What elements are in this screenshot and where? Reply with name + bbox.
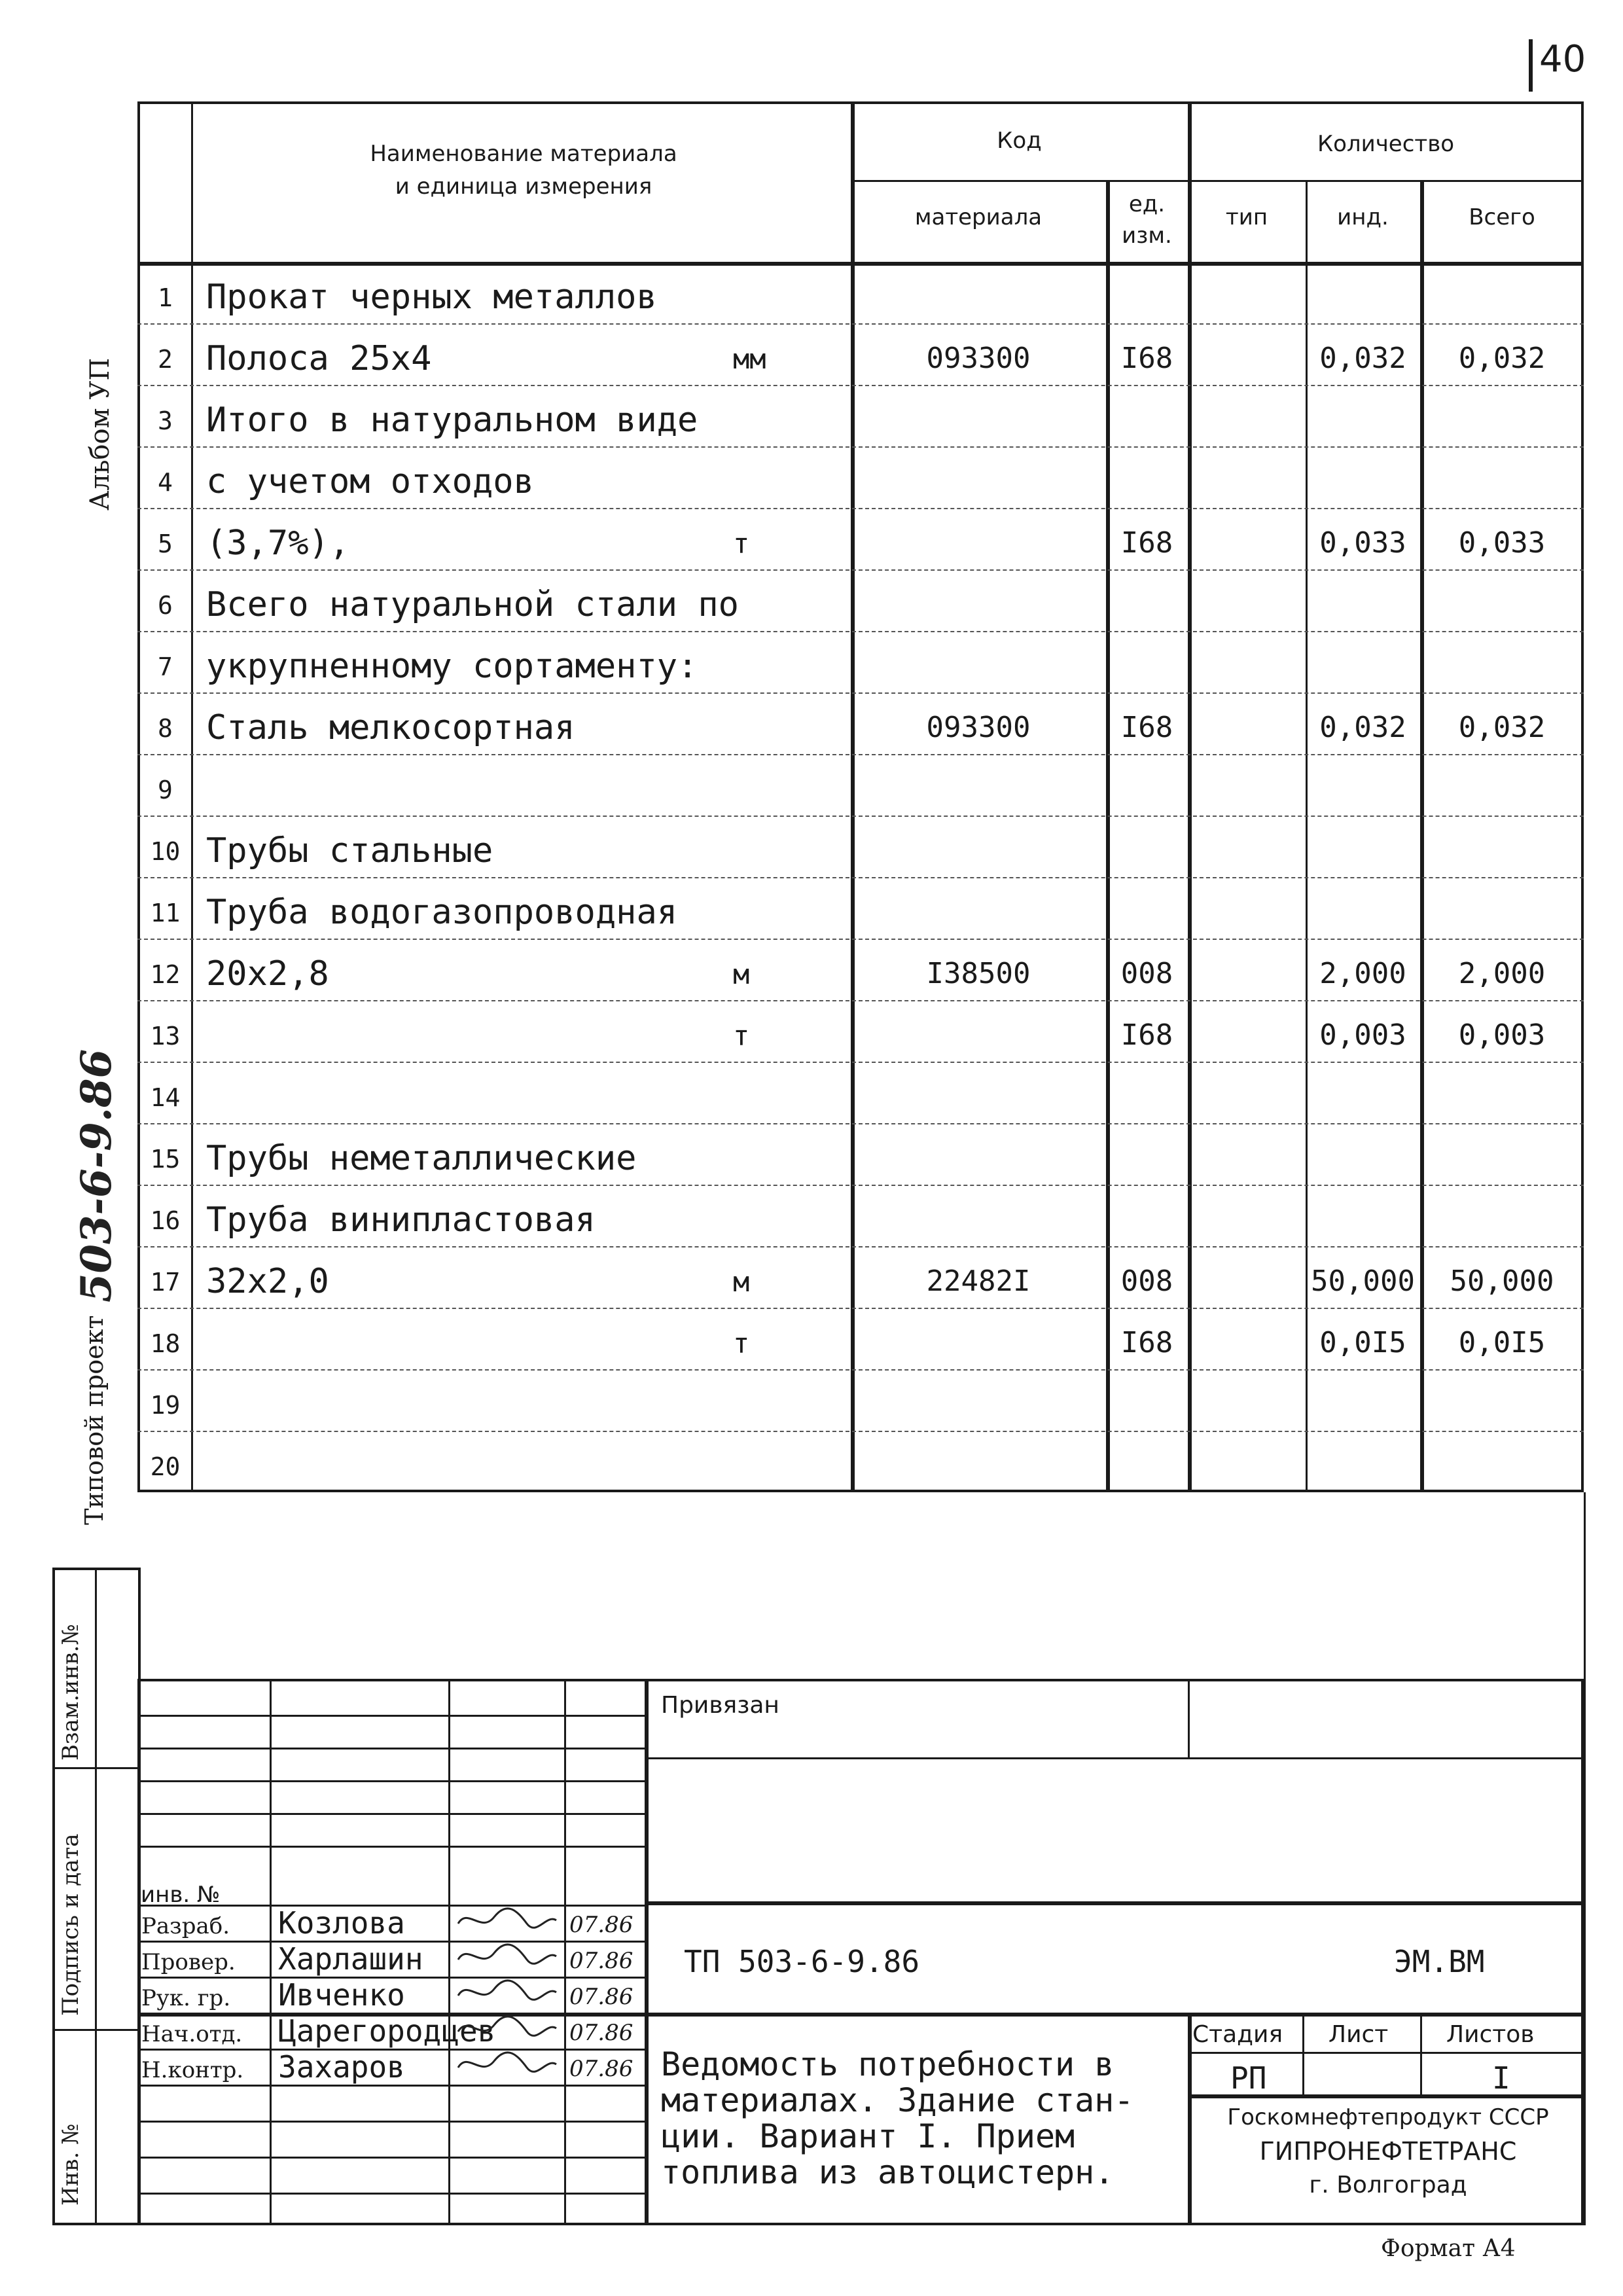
- material-name: Трубы стальные: [206, 831, 493, 870]
- material-name: 20х2,8: [206, 954, 329, 994]
- row-number: 4: [158, 468, 173, 497]
- unit-code: I68: [1120, 1018, 1173, 1052]
- row-separator: [137, 1000, 1584, 1001]
- material-code: 093300: [926, 342, 1031, 375]
- row-separator: [137, 816, 1584, 817]
- header-quantity: Количество: [1317, 131, 1455, 157]
- stage-value: РП: [1230, 2060, 1267, 2096]
- row-separator: [137, 877, 1584, 878]
- format-label: Формат А4: [1381, 2235, 1516, 2262]
- material-name: с учетом отходов: [206, 462, 534, 501]
- tb-col-2: [448, 1679, 450, 2225]
- material-name: Всего натуральной стали по: [206, 585, 739, 624]
- sheet-label: Лист: [1329, 2021, 1389, 2048]
- row-separator: [137, 569, 1584, 571]
- row-separator: [137, 692, 1584, 694]
- row-separator: [137, 1369, 1584, 1371]
- unit-label: м: [733, 958, 750, 990]
- role-person: Козлова: [278, 1905, 405, 1941]
- qty-total: 0,003: [1458, 1018, 1546, 1052]
- header-subline: [851, 180, 1584, 182]
- unit-code: I68: [1120, 1326, 1173, 1359]
- tb-row-k: [137, 2121, 645, 2123]
- qty-total: 50,000: [1450, 1265, 1554, 1298]
- row-separator: [137, 1246, 1584, 1247]
- header-name-line2: и единица измерения: [395, 173, 652, 200]
- role-label: Рук. гр.: [141, 1985, 231, 2011]
- unit-label: т: [733, 528, 750, 560]
- role-date: 07.86: [569, 1912, 633, 1938]
- tb-row-e: [137, 1846, 645, 1848]
- qty-total: 0,032: [1458, 342, 1546, 375]
- unit-label: т: [733, 1020, 750, 1052]
- tb-code-top: [645, 1901, 1584, 1905]
- tb-bound-line: [645, 1757, 1584, 1759]
- header-total: Всего: [1469, 204, 1535, 230]
- header-type: тип: [1225, 204, 1268, 230]
- material-name: Трубы неметаллические: [206, 1139, 637, 1178]
- org-line2: ГИПРОНЕФТЕТРАНС: [1259, 2137, 1517, 2166]
- margin-vzam: Взам.инв.№: [58, 1624, 84, 1761]
- sheets-label: Листов: [1446, 2021, 1535, 2048]
- unit-code: 008: [1120, 1265, 1173, 1298]
- inv-no-label: инв. №: [141, 1882, 221, 1908]
- row-number: 14: [150, 1083, 181, 1112]
- tb-row-l: [137, 2157, 645, 2159]
- org-line3: г. Волгоград: [1309, 2172, 1467, 2198]
- role-date: 07.86: [569, 2020, 633, 2046]
- qty-total: 0,033: [1458, 526, 1546, 560]
- unit-code: I68: [1120, 526, 1173, 560]
- tb-col-4: [645, 1679, 649, 2225]
- material-code: 093300: [926, 711, 1031, 744]
- tb-row-a: [137, 1715, 645, 1717]
- row-number: 15: [150, 1145, 181, 1174]
- qty-ind: 0,033: [1319, 526, 1406, 560]
- stage-left: [1188, 2013, 1192, 2225]
- margin-inv: Инв. №: [58, 2123, 84, 2206]
- row-number: 16: [150, 1206, 181, 1235]
- tb-row-d: [137, 1813, 645, 1815]
- row-number: 9: [158, 776, 173, 804]
- row-number: 11: [150, 899, 181, 927]
- row-separator: [137, 323, 1584, 325]
- tb-bound-split: [1188, 1679, 1190, 1757]
- qty-ind: 2,000: [1319, 957, 1406, 990]
- material-name: (3,7%),: [206, 524, 350, 563]
- row-number: 2: [158, 345, 173, 374]
- row-number: 10: [150, 837, 181, 866]
- row-number: 8: [158, 714, 173, 743]
- margin-podpis: Подпись и дата: [58, 1833, 84, 2016]
- stamp-right-edge: [1584, 1492, 1586, 2225]
- tb-col-3: [564, 1679, 566, 2225]
- row-separator: [137, 939, 1584, 940]
- qty-total: 2,000: [1458, 957, 1546, 990]
- tb-row-m: [137, 2193, 645, 2195]
- row-number: 18: [150, 1329, 181, 1358]
- signature-scribble: [455, 1976, 560, 2007]
- role-person: Ивченко: [278, 1977, 405, 2013]
- role-label: Нач.отд.: [141, 2021, 243, 2047]
- table-row: [137, 1062, 1584, 1123]
- qty-ind: 0,032: [1319, 342, 1406, 375]
- role-person: Царегородцев: [278, 2013, 496, 2049]
- header-unit-line1: ед.: [1128, 191, 1166, 217]
- row-separator: [137, 1062, 1584, 1063]
- qty-ind: 0,0I5: [1319, 1326, 1406, 1359]
- row-separator: [137, 1123, 1584, 1124]
- header-code: Код: [997, 128, 1042, 154]
- sheet-title-line2: материалах. Здание стан-: [661, 2081, 1134, 2119]
- doc-mark: ЭМ.ВМ: [1394, 1944, 1485, 1979]
- signature-scribble: [455, 1940, 560, 1971]
- sheet-title-line4: топлива из автоцистерн.: [661, 2153, 1115, 2191]
- row-number: 13: [150, 1022, 181, 1050]
- row-number: 19: [150, 1391, 181, 1420]
- doc-code: ТП 503-6-9.86: [684, 1944, 920, 1979]
- header-name-line1: Наименование материала: [370, 141, 677, 167]
- role-date: 07.86: [569, 1984, 633, 2010]
- page-number: 40: [1539, 38, 1586, 81]
- material-name: Сталь мелкосортная: [206, 708, 575, 747]
- margin-line-2: [52, 2029, 141, 2031]
- project-code: 503-6-9.86: [72, 1049, 121, 1302]
- org-line1: Госкомнефтепродукт СССР: [1227, 2104, 1549, 2130]
- row-number: 1: [158, 283, 173, 312]
- material-name: Труба водогазопроводная: [206, 893, 678, 932]
- unit-code: 008: [1120, 957, 1173, 990]
- page-number-mark: [1529, 39, 1533, 92]
- margin-line-1: [52, 1767, 141, 1769]
- sheets-value: I: [1492, 2060, 1510, 2096]
- role-date: 07.86: [569, 2056, 633, 2082]
- stage-row-line: [1188, 2052, 1584, 2054]
- row-separator: [137, 385, 1584, 386]
- tb-col-1: [270, 1679, 272, 2225]
- table-row: [137, 1369, 1584, 1431]
- qty-ind: 0,003: [1319, 1018, 1406, 1052]
- row-number: 6: [158, 591, 173, 620]
- material-name: Полоса 25х4: [206, 339, 432, 378]
- row-separator: [137, 446, 1584, 448]
- project-prefix: Типовой проект: [80, 1315, 109, 1525]
- material-code: I38500: [926, 957, 1031, 990]
- material-name: Труба винипластовая: [206, 1200, 596, 1240]
- row-separator: [137, 631, 1584, 632]
- role-date: 07.86: [569, 1948, 633, 1974]
- album-label: Альбом УП: [85, 357, 115, 511]
- sheet-title-line1: Ведомость потребности в: [661, 2045, 1115, 2083]
- row-separator: [137, 1185, 1584, 1186]
- row-number: 20: [150, 1452, 181, 1481]
- unit-code: I68: [1120, 342, 1173, 375]
- header-ind: инд.: [1337, 204, 1389, 230]
- role-label: Разраб.: [141, 1913, 230, 1939]
- role-label: Провер.: [141, 1949, 236, 1975]
- role-person: Харлашин: [278, 1941, 423, 1977]
- qty-ind: 50,000: [1311, 1265, 1415, 1298]
- header-material: материала: [914, 204, 1043, 230]
- margin-divider: [95, 1568, 97, 2225]
- stage-label: Стадия: [1192, 2021, 1283, 2048]
- tb-row-c: [137, 1780, 645, 1782]
- row-separator: [137, 508, 1584, 509]
- unit-label: мм: [733, 343, 766, 375]
- material-code: 22482I: [926, 1265, 1031, 1298]
- header-unit-line2: изм.: [1122, 223, 1172, 249]
- row-number: 7: [158, 653, 173, 681]
- table-row: [137, 1431, 1584, 1492]
- unit-code: I68: [1120, 711, 1173, 744]
- material-name: Итого в натуральном виде: [206, 401, 698, 440]
- row-number: 17: [150, 1268, 181, 1297]
- row-separator: [137, 754, 1584, 755]
- tb-row-j: [137, 2085, 645, 2087]
- row-number: 5: [158, 529, 173, 558]
- signature-scribble: [455, 2048, 560, 2079]
- row-number: 12: [150, 960, 181, 989]
- row-separator: [137, 1308, 1584, 1309]
- material-name: Прокат черных металлов: [206, 278, 657, 317]
- sheet-title-line3: ции. Вариант I. Прием: [661, 2117, 1075, 2155]
- row-separator: [137, 1431, 1584, 1432]
- tb-row-b: [137, 1748, 645, 1749]
- material-name: укрупненному сортаменту:: [206, 647, 698, 686]
- unit-label: т: [733, 1327, 750, 1359]
- role-label: Н.контр.: [141, 2057, 244, 2083]
- role-person: Захаров: [278, 2049, 405, 2085]
- signature-scribble: [455, 1904, 560, 1935]
- unit-label: м: [733, 1266, 750, 1298]
- row-number: 3: [158, 406, 173, 435]
- material-name: 32х2,0: [206, 1262, 329, 1301]
- table-row: [137, 754, 1584, 816]
- qty-total: 0,0I5: [1458, 1326, 1546, 1359]
- signature-scribble: [455, 2012, 560, 2043]
- qty-total: 0,032: [1458, 711, 1546, 744]
- bound-label: Привязан: [661, 1692, 779, 1719]
- qty-ind: 0,032: [1319, 711, 1406, 744]
